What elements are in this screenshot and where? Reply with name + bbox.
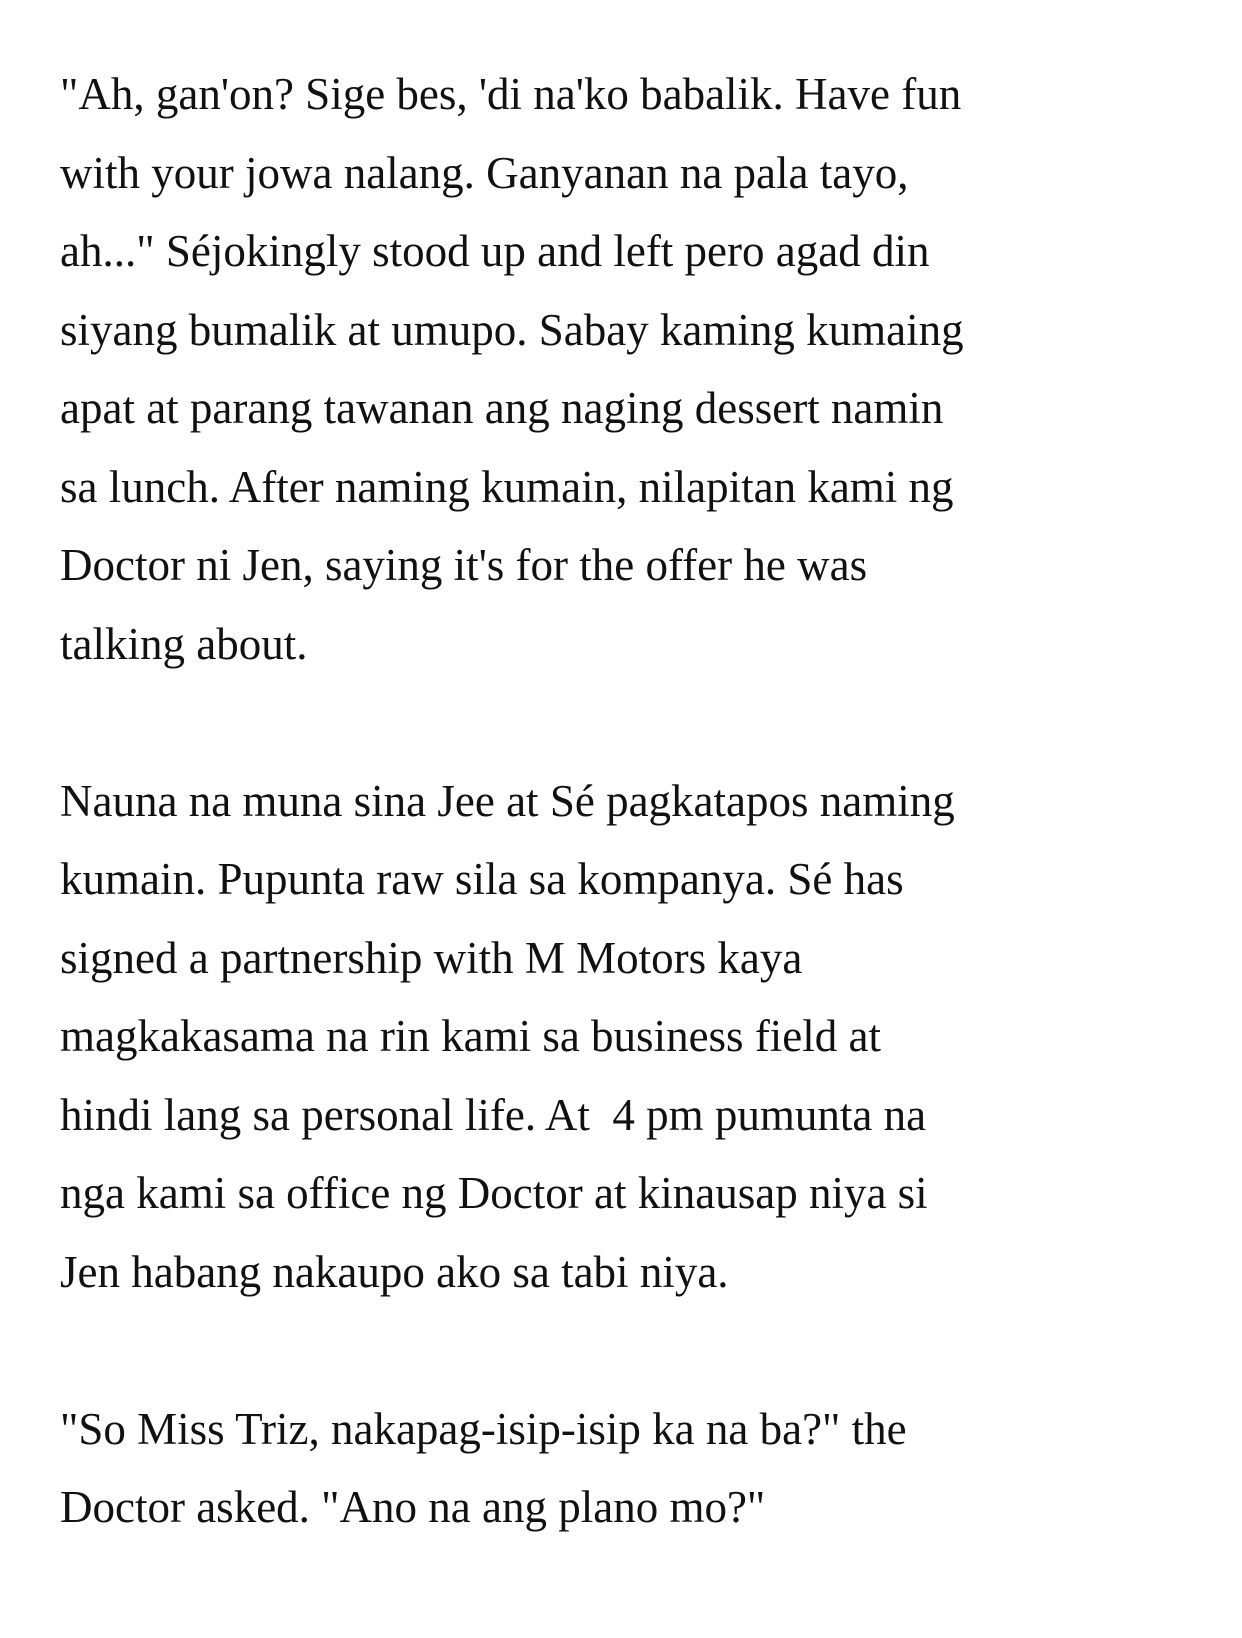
text-line: signed a partnership with M Motors kaya — [60, 932, 803, 983]
text-line: Jen habang nakaupo ako sa tabi niya. — [60, 1246, 729, 1297]
text-line: Nauna na muna sina Jee at Sé pagkatapos naming — [60, 775, 955, 826]
paragraph-spacer — [60, 683, 1190, 762]
paragraph-spacer — [60, 1311, 1190, 1390]
text-line: hindi lang sa personal life. At 4 pm pumunta na — [60, 1089, 927, 1140]
text-line: talking about. — [60, 618, 308, 669]
paragraph-3 — [60, 1390, 1190, 1547]
paragraph-1 — [60, 55, 1190, 683]
text-line: "So Miss Triz, nakapag-isip-isip ka na ba?" the — [60, 1403, 907, 1454]
text-line: kumain. Pupunta raw sila sa kompanya. Sé has — [60, 854, 904, 904]
text-line: siyang bumalik at umupo. Sabay kaming kumaing — [60, 304, 964, 355]
document-page — [60, 55, 1190, 1547]
paragraph-2 — [60, 762, 1190, 1312]
text-line: "Ah, gan'on? Sige bes, 'di na'ko babalik. Have fun — [60, 69, 962, 119]
text-line: Doctor asked. "Ano na ang plano mo?" — [60, 1482, 766, 1532]
text-line: magkakasama na rin kami sa business field at — [60, 1011, 882, 1061]
text-line: nga kami sa office ng Doctor at kinausap niya si — [60, 1168, 928, 1218]
text-line: sa lunch. After naming kumain, nilapitan kami ng — [60, 461, 954, 512]
text-line: apat at parang tawanan ang naging dessert namin — [60, 383, 944, 433]
text-line: with your jowa nalang. Ganyanan na pala tayo, — [60, 147, 909, 198]
text-line: Doctor ni Jen, saying it's for the offer he was — [60, 540, 868, 590]
text-line: ah..." Séjokingly stood up and left pero agad din — [60, 226, 930, 276]
